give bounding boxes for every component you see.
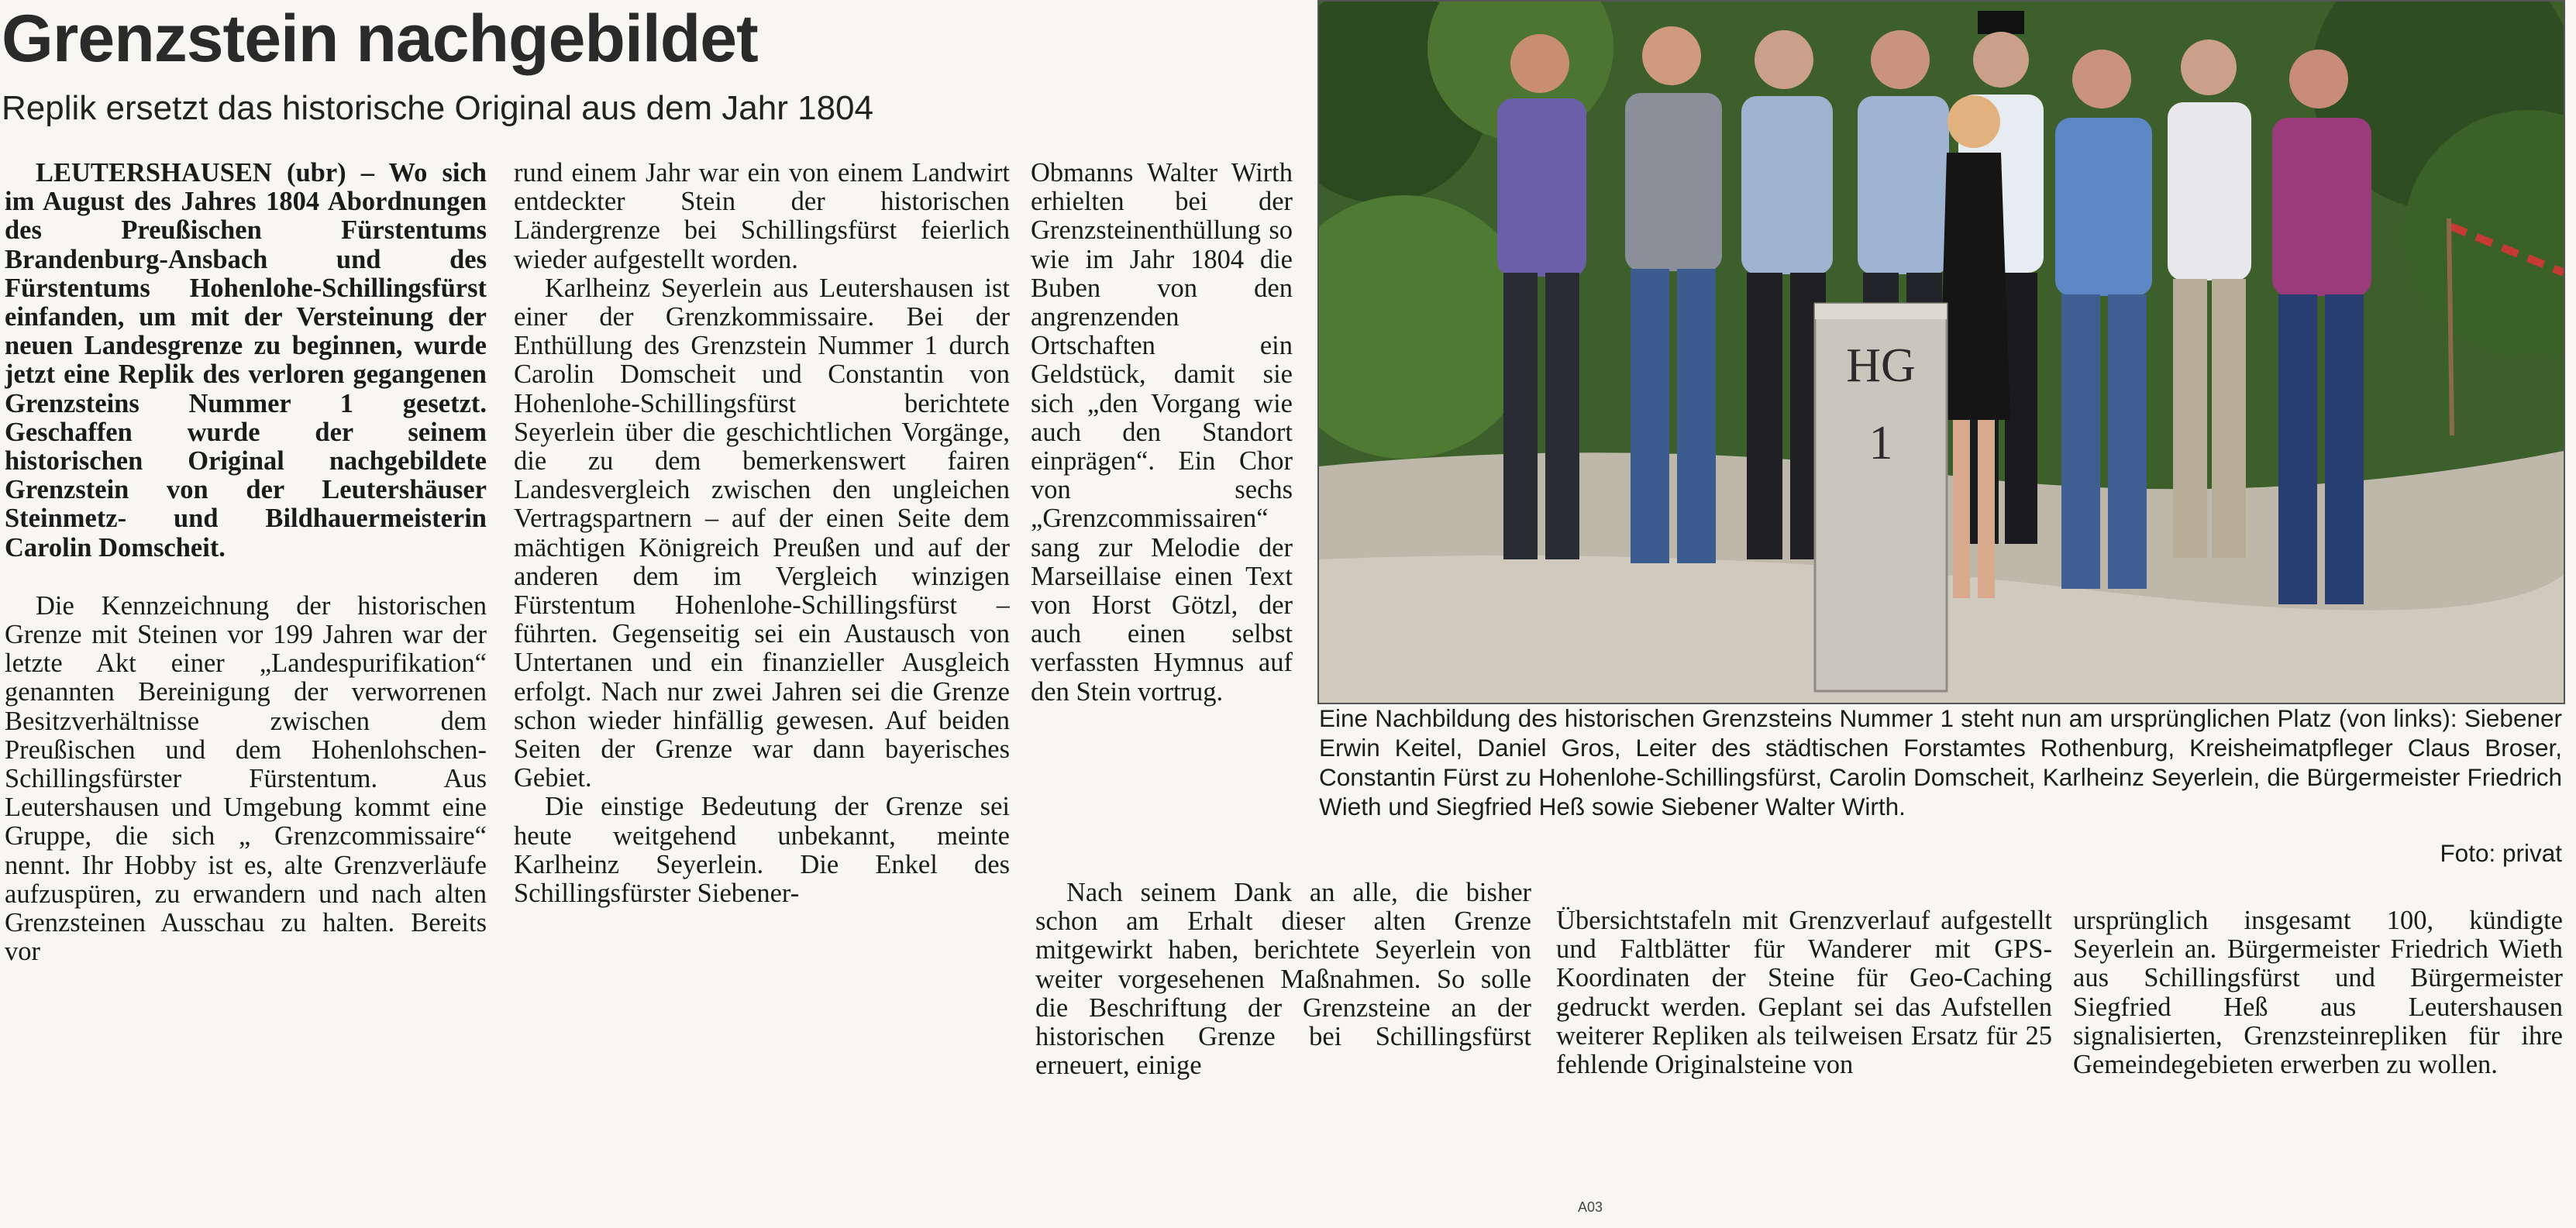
article-paragraph: Die einstige Bedeutung der Grenze sei heute weitgehend unbekannt, meinte Karlheinz Seyerlein. Die Enkel des Schillingsfürster Siebener- <box>514 792 1010 909</box>
article-paragraph: Karlheinz Seyerlein aus Leutershausen ist einer der Grenzkommissaire. Bei der Enthüllung des Grenzstein Nummer 1 durch Carolin Domscheit und Constantin von Hohenlohe-Schillingsfürst berichtete Seyerlein über die geschichtlichen Vorgänge, die zu dem bemerkenswert fairen Landesvergleich zwischen den ungleichen Vertragspartnern – auf der einen Seite dem mächtigen Königreich Preußen und auf der anderen dem im Vergleich winzigen Fürstentum Hohenlohe-Schillingsfürst – führten. Gegenseitig sei ein Austausch von Untertanen und ein finanzieller Ausgleich erfolgt. Nach nur zwei Jahren sei die Grenze schon wieder hinfällig gewesen. Auf beiden Seiten der Grenze war dann bayerisches Gebiet. <box>514 273 1010 793</box>
boundary-stone <box>1815 304 1947 691</box>
article-paragraph: Übersichtstafeln mit Grenzverlauf aufgestellt und Faltblätter für Wanderer mit GPS-Koordinaten der Steine für Geo-Caching gedruckt werden. Geplant sei das Aufstellen weiterer Repliken als teilweisen Ersatz für 25 fehlende Originalsteine von <box>1556 906 2052 1080</box>
article-column-3 <box>1031 159 1293 879</box>
article-lead: LEUTERSHAUSEN (ubr) – Wo sich im August des Jahres 1804 Abordnungen des Preußischen Fürstentums Brandenburg-Ansbach und des Fürstentums Hohenlohe-Schillingsfürst einfanden, um mit der Versteinung der neuen Landesgrenze zu beginnen, wurde jetzt eine Replik des verloren gegangenen Grenzsteins Nummer 1 gesetzt. Geschaffen wurde der seinem historischen Original nachgebildete Grenzstein von der Leutershäuser Steinmetz- und Bildhauermeisterin Carolin Domscheit. <box>5 159 487 562</box>
article-paragraph: Die Kennzeichnung der historischen Grenze mit Steinen vor 199 Jahren war der letzte Akt einer „Landespurifikation“ genannten Bereinigung der verworrenen Besitzverhältnisse zwischen dem Preußischen und dem Hohenlohschen-Schillingsfürster Fürstentum. Aus Leutershausen und Umgebung kommt eine Gruppe, die sich „ Grenzcommissaire“ nennt. Ihr Hobby ist es, alte Grenzverläufe aufzuspüren, zu erwandern und nach alten Grenzsteinen Ausschau zu halten. Bereits vor <box>5 590 487 967</box>
group-photo-illustration <box>1319 2 2564 703</box>
article-paragraph: ursprünglich insgesamt 100, kündigte Seyerlein an. Bürgermeister Friedrich Wieth aus Schillingsfürst und Bürgermeister Siegfried Heß aus Leutershausen signalisierten, Grenzsteinrepliken für ihre Gemeindegebieten erwerben zu wollen. <box>2073 906 2563 1080</box>
article-column-4 <box>1556 906 2052 1174</box>
article-column-3-lower <box>1035 879 1531 1173</box>
headline: Grenzstein nachgebildet <box>2 2 758 76</box>
stone-inscription-1: HG <box>1846 339 1916 392</box>
article-column-1 <box>5 159 487 1154</box>
article-paragraph: Nach seinem Dank an alle, die bisher schon am Erhalt dieser alten Grenze mitgewirkt haben, berichtete Seyerlein von weiter vorgesehenen Maßnahmen. So solle die Beschriftung der Grenzsteine an der historischen Grenze bei Schillingsfürst erneuert, einige <box>1035 879 1531 1081</box>
photo-credit: Foto: privat <box>2440 839 2562 867</box>
article-column-2 <box>514 159 1010 1154</box>
photo-caption: Eine Nachbildung des historischen Grenzsteins Nummer 1 steht nun am ursprünglichen Platz (von links): Siebener Erwin Keitel, Daniel Gros, Leiter des städtischen Forstamtes Rothenburg, Kreisheimatpfleger Claus Broser, Constantin Fürst zu Hohenlohe-Schillingsfürst, Carolin Domscheit, Karlheinz Seyerlein, die Bürgermeister Friedrich Wieth und Siegfried Heß sowie Siebener Walter Wirth. <box>1319 704 2562 820</box>
article-paragraph: rund einem Jahr war ein von einem Landwirt entdeckter Stein der historischen Ländergrenze bei Schillingsfürst feierlich wieder aufgestellt worden. <box>514 159 1010 274</box>
subheadline: Replik ersetzt das historische Original aus dem Jahr 1804 <box>2 89 873 127</box>
stone-inscription-2: 1 <box>1868 417 1893 470</box>
article-dateline: LEUTERSHAUSEN (ubr) – <box>36 159 389 187</box>
article-paragraph: Obmanns Walter Wirth erhielten bei der Grenzsteinenthüllung so wie im Jahr 1804 die Buben von den angrenzenden Ortschaften ein Geldstück, damit sie sich „den Vorgang wie auch den Standort einprägen“. Ein Chor von sechs „Grenzcommissairen“ sang zur Melodie der Marseillaise einen Text von Horst Götzl, der auch einen selbst verfassten Hymnus auf den Stein vortrug. <box>1031 159 1293 707</box>
page-marker: A03 <box>1578 1199 1603 1215</box>
article-column-5 <box>2073 906 2563 1174</box>
group-photo <box>1317 0 2565 704</box>
